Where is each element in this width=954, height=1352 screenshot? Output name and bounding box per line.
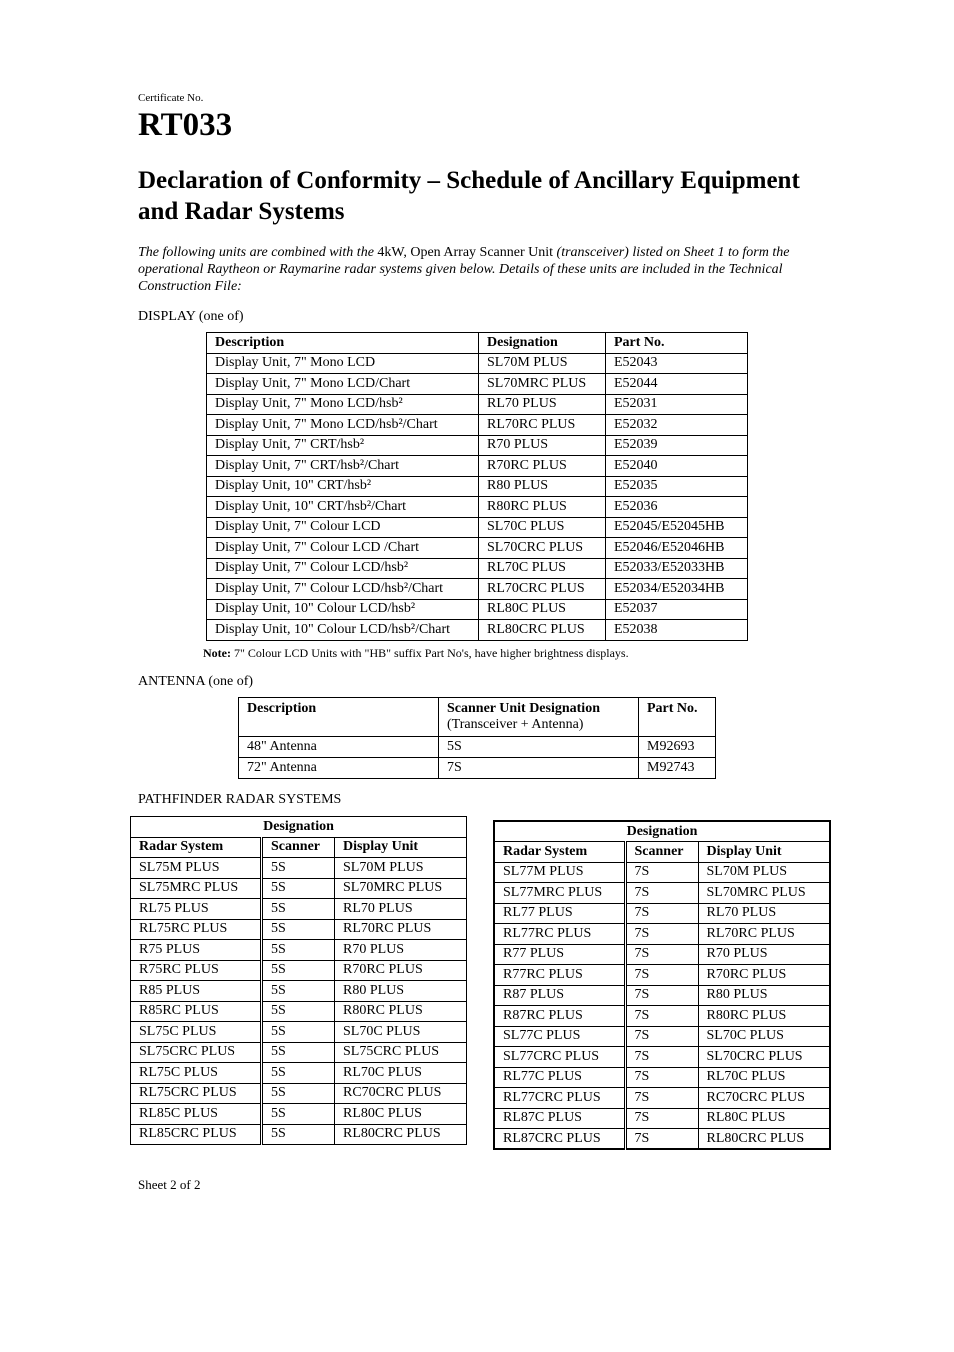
scanner-cell: 7S [625, 1026, 698, 1047]
radar-system-cell: R85 PLUS [131, 981, 262, 1002]
display-table-row [207, 579, 748, 600]
scanner-cell: 5S [262, 1001, 335, 1022]
antenna-col-description: Description [239, 698, 439, 737]
antenna-designation-cell: 5S [439, 737, 639, 758]
display-unit-cell: R70 PLUS [698, 944, 830, 965]
display-description-cell: Display Unit, 7" CRT/hsb²/Chart [207, 456, 479, 477]
radar-system-cell: RL87CRC PLUS [494, 1129, 625, 1150]
display-note-label: Note: [203, 646, 231, 660]
scanner-cell: 7S [625, 883, 698, 904]
radar-system-cell: RL77RC PLUS [494, 924, 625, 945]
display-unit-cell: R70RC PLUS [698, 965, 830, 986]
display-unit-cell: R70 PLUS [335, 940, 467, 961]
antenna-part-no-cell: M92743 [639, 758, 716, 779]
pathfinder-5s-group-header: Designation [131, 817, 467, 838]
display-part-no-cell: E52031 [606, 394, 748, 415]
display-table-row [207, 497, 748, 518]
display-part-no-cell: E52038 [606, 620, 748, 641]
scanner-cell: 7S [625, 1047, 698, 1068]
display-designation-cell: RL70CRC PLUS [479, 579, 606, 600]
radar-system-cell: RL75C PLUS [131, 1063, 262, 1084]
antenna-col-designation-title: Scanner Unit Designation [447, 701, 600, 716]
display-designation-cell: RL80CRC PLUS [479, 620, 606, 641]
scanner-cell: 7S [625, 903, 698, 924]
intro-part-1: The following units are combined with the [138, 245, 374, 260]
radar-system-cell: SL75MRC PLUS [131, 878, 262, 899]
antenna-table [238, 697, 716, 779]
pathfinder-7s-header-row [494, 842, 830, 863]
scanner-cell: 5S [262, 1104, 335, 1125]
pathfinder-7s-row [494, 985, 830, 1006]
pathfinder-5s-row [131, 1124, 467, 1145]
radar-system-cell: RL77 PLUS [494, 903, 625, 924]
certificate-label: Certificate No. [138, 92, 204, 104]
radar-system-cell: RL77CRC PLUS [494, 1088, 625, 1109]
radar-system-cell: R75RC PLUS [131, 960, 262, 981]
display-unit-cell: SL70CRC PLUS [698, 1047, 830, 1068]
sheet-number: Sheet 2 of 2 [138, 1177, 201, 1192]
radar-system-cell: RL85C PLUS [131, 1104, 262, 1125]
scanner-cell: 7S [625, 1006, 698, 1027]
radar-system-cell: SL77C PLUS [494, 1026, 625, 1047]
display-unit-cell: RL80C PLUS [698, 1108, 830, 1129]
scanner-cell: 5S [262, 1042, 335, 1063]
pathfinder-7s-table [493, 820, 831, 1150]
display-designation-cell: SL70CRC PLUS [479, 538, 606, 559]
pathfinder-7s-row [494, 1026, 830, 1047]
pathfinder-5s-row [131, 899, 467, 920]
pathfinder-7s-row [494, 1067, 830, 1088]
antenna-section-heading: ANTENNA (one of) [138, 674, 254, 689]
radar-system-cell: SL75C PLUS [131, 1022, 262, 1043]
antenna-col-part-no: Part No. [639, 698, 716, 737]
display-table-row [207, 353, 748, 374]
display-unit-cell: RL80CRC PLUS [698, 1129, 830, 1150]
pathfinder-5s-row [131, 1083, 467, 1104]
display-unit-cell: SL70C PLUS [698, 1026, 830, 1047]
pathfinder-7s-row [494, 924, 830, 945]
display-designation-cell: SL70MRC PLUS [479, 374, 606, 395]
pathfinder-5s-row [131, 940, 467, 961]
display-table-row [207, 476, 748, 497]
radar-system-cell: R77RC PLUS [494, 965, 625, 986]
display-description-cell: Display Unit, 7" Colour LCD /Chart [207, 538, 479, 559]
display-table-row [207, 620, 748, 641]
radar-system-cell: RL87C PLUS [494, 1108, 625, 1129]
display-part-no-cell: E52034/E52034HB [606, 579, 748, 600]
display-part-no-cell: E52032 [606, 415, 748, 436]
display-description-cell: Display Unit, 7" Mono LCD [207, 353, 479, 374]
display-description-cell: Display Unit, 7" Mono LCD/hsb²/Chart [207, 415, 479, 436]
display-unit-cell: SL70MRC PLUS [335, 878, 467, 899]
pathfinder-5s-row [131, 1063, 467, 1084]
display-table-row [207, 538, 748, 559]
pathfinder-section-heading: PATHFINDER RADAR SYSTEMS [138, 792, 342, 807]
scanner-cell: 7S [625, 944, 698, 965]
display-section-heading: DISPLAY (one of) [138, 309, 244, 324]
display-unit-cell: RC70CRC PLUS [335, 1083, 467, 1104]
pathfinder-7s-row [494, 1129, 830, 1150]
pathfinder-5s-row [131, 1001, 467, 1022]
display-part-no-cell: E52037 [606, 599, 748, 620]
display-table [206, 332, 748, 641]
pathfinder-7s-row [494, 944, 830, 965]
display-description-cell: Display Unit, 7" CRT/hsb² [207, 435, 479, 456]
scanner-cell: 5S [262, 878, 335, 899]
display-description-cell: Display Unit, 10" Colour LCD/hsb² [207, 599, 479, 620]
scanner-cell: 5S [262, 1063, 335, 1084]
display-part-no-cell: E52046/E52046HB [606, 538, 748, 559]
scanner-cell: 7S [625, 985, 698, 1006]
scanner-cell: 7S [625, 1067, 698, 1088]
pathfinder-5s-table [130, 816, 467, 1145]
pathfinder-5s-row [131, 981, 467, 1002]
display-description-cell: Display Unit, 7" Mono LCD/Chart [207, 374, 479, 395]
radar-system-cell: SL77M PLUS [494, 862, 625, 883]
display-unit-cell: RL70RC PLUS [335, 919, 467, 940]
display-part-no-cell: E52036 [606, 497, 748, 518]
scanner-cell: 7S [625, 1129, 698, 1150]
display-unit-cell: RL70 PLUS [335, 899, 467, 920]
scanner-cell: 5S [262, 1083, 335, 1104]
scanner-cell: 7S [625, 1088, 698, 1109]
display-unit-cell: RL70 PLUS [698, 903, 830, 924]
display-unit-cell: RL70C PLUS [698, 1067, 830, 1088]
display-part-no-cell: E52035 [606, 476, 748, 497]
display-designation-cell: R70 PLUS [479, 435, 606, 456]
display-table-row [207, 517, 748, 538]
antenna-col-designation-subtitle: (Transceiver + Antenna) [447, 717, 584, 732]
pathfinder-7s-row [494, 862, 830, 883]
display-unit-cell: SL75CRC PLUS [335, 1042, 467, 1063]
display-unit-cell: R80RC PLUS [335, 1001, 467, 1022]
scanner-cell: 5S [262, 940, 335, 961]
display-unit-cell: R70RC PLUS [335, 960, 467, 981]
antenna-description-cell: 48" Antenna [239, 737, 439, 758]
display-part-no-cell: E52040 [606, 456, 748, 477]
display-unit-cell: R80 PLUS [698, 985, 830, 1006]
pathfinder-5s-row [131, 1104, 467, 1125]
antenna-table-row [239, 737, 716, 758]
display-col-part-no: Part No. [606, 333, 748, 354]
pathfinder-5s-row [131, 858, 467, 879]
display-table-row [207, 435, 748, 456]
intro-part-3: (transceiver) listed on Sheet 1 to form the operational Raytheon or Raymarine radar systems given below. Details of these units are included in the Technical Construction File: [138, 245, 790, 294]
antenna-description-cell: 72" Antenna [239, 758, 439, 779]
pathfinder-7s-row [494, 1088, 830, 1109]
radar-system-cell: SL75CRC PLUS [131, 1042, 262, 1063]
display-table-row [207, 456, 748, 477]
radar-system-cell: SL75M PLUS [131, 858, 262, 879]
display-note-text: 7" Colour LCD Units with "HB" suffix Part No's, have higher brightness displays. [230, 646, 629, 660]
document-title: Declaration of Conformity – Schedule of Ancillary Equipment and Radar Systems [138, 167, 800, 225]
display-designation-cell: R80 PLUS [479, 476, 606, 497]
scanner-cell: 5S [262, 1124, 335, 1145]
display-designation-cell: R80RC PLUS [479, 497, 606, 518]
display-designation-cell: RL70RC PLUS [479, 415, 606, 436]
display-part-no-cell: E52039 [606, 435, 748, 456]
display-col-designation: Designation [479, 333, 606, 354]
pathfinder-5s-col-display-unit: Display Unit [335, 837, 467, 858]
scanner-cell: 5S [262, 960, 335, 981]
scanner-cell: 7S [625, 924, 698, 945]
display-designation-cell: SL70M PLUS [479, 353, 606, 374]
pathfinder-7s-row [494, 965, 830, 986]
pathfinder-7s-col-display-unit: Display Unit [698, 842, 830, 863]
antenna-col-designation [439, 698, 639, 737]
radar-system-cell: RL75 PLUS [131, 899, 262, 920]
display-description-cell: Display Unit, 10" Colour LCD/hsb²/Chart [207, 620, 479, 641]
display-designation-cell: RL80C PLUS [479, 599, 606, 620]
intro-part-2: 4kW, Open Array Scanner Unit [373, 245, 557, 260]
radar-system-cell: SL77MRC PLUS [494, 883, 625, 904]
display-unit-cell: RC70CRC PLUS [698, 1088, 830, 1109]
display-unit-cell: R80RC PLUS [698, 1006, 830, 1027]
scanner-cell: 7S [625, 862, 698, 883]
radar-system-cell: RL85CRC PLUS [131, 1124, 262, 1145]
pathfinder-7s-row [494, 1108, 830, 1129]
display-table-row [207, 558, 748, 579]
display-unit-cell: SL70MRC PLUS [698, 883, 830, 904]
pathfinder-7s-col-scanner: Scanner [625, 842, 698, 863]
radar-system-cell: SL77CRC PLUS [494, 1047, 625, 1068]
pathfinder-5s-col-scanner: Scanner [262, 837, 335, 858]
display-col-description: Description [207, 333, 479, 354]
display-unit-cell: RL80CRC PLUS [335, 1124, 467, 1145]
display-designation-cell: RL70 PLUS [479, 394, 606, 415]
pathfinder-7s-row [494, 903, 830, 924]
display-designation-cell: SL70C PLUS [479, 517, 606, 538]
display-unit-cell: RL70C PLUS [335, 1063, 467, 1084]
pathfinder-5s-row [131, 919, 467, 940]
display-table-header-row [207, 333, 748, 354]
intro-paragraph [138, 244, 818, 295]
radar-system-cell: RL77C PLUS [494, 1067, 625, 1088]
pathfinder-5s-row [131, 1022, 467, 1043]
radar-system-cell: R87RC PLUS [494, 1006, 625, 1027]
pathfinder-7s-group-header: Designation [494, 821, 830, 842]
display-part-no-cell: E52033/E52033HB [606, 558, 748, 579]
antenna-table-header-row [239, 698, 716, 737]
radar-system-cell: R87 PLUS [494, 985, 625, 1006]
pathfinder-5s-group-row [131, 817, 467, 838]
pathfinder-5s-row [131, 878, 467, 899]
display-part-no-cell: E52043 [606, 353, 748, 374]
scanner-cell: 5S [262, 1022, 335, 1043]
antenna-table-row [239, 758, 716, 779]
certificate-number: RT033 [138, 107, 233, 143]
scanner-cell: 7S [625, 965, 698, 986]
pathfinder-5s-row [131, 960, 467, 981]
pathfinder-5s-header-row [131, 837, 467, 858]
antenna-designation-cell: 7S [439, 758, 639, 779]
pathfinder-7s-row [494, 1047, 830, 1068]
display-table-row [207, 394, 748, 415]
scanner-cell: 5S [262, 981, 335, 1002]
radar-system-cell: RL75CRC PLUS [131, 1083, 262, 1104]
display-note [203, 646, 629, 661]
display-table-row [207, 415, 748, 436]
antenna-part-no-cell: M92693 [639, 737, 716, 758]
display-unit-cell: RL80C PLUS [335, 1104, 467, 1125]
pathfinder-5s-row [131, 1042, 467, 1063]
display-description-cell: Display Unit, 7" Colour LCD/hsb²/Chart [207, 579, 479, 600]
display-description-cell: Display Unit, 10" CRT/hsb²/Chart [207, 497, 479, 518]
scanner-cell: 5S [262, 858, 335, 879]
pathfinder-5s-col-radar-system: Radar System [131, 837, 262, 858]
display-table-row [207, 374, 748, 395]
radar-system-cell: R75 PLUS [131, 940, 262, 961]
display-description-cell: Display Unit, 7" Colour LCD/hsb² [207, 558, 479, 579]
pathfinder-7s-row [494, 1006, 830, 1027]
display-description-cell: Display Unit, 7" Colour LCD [207, 517, 479, 538]
scanner-cell: 5S [262, 899, 335, 920]
display-unit-cell: RL70RC PLUS [698, 924, 830, 945]
display-unit-cell: SL70M PLUS [698, 862, 830, 883]
scanner-cell: 5S [262, 919, 335, 940]
display-unit-cell: SL70M PLUS [335, 858, 467, 879]
display-unit-cell: SL70C PLUS [335, 1022, 467, 1043]
display-designation-cell: RL70C PLUS [479, 558, 606, 579]
pathfinder-7s-row [494, 883, 830, 904]
display-table-row [207, 599, 748, 620]
display-unit-cell: R80 PLUS [335, 981, 467, 1002]
pathfinder-7s-col-radar-system: Radar System [494, 842, 625, 863]
display-description-cell: Display Unit, 7" Mono LCD/hsb² [207, 394, 479, 415]
pathfinder-7s-group-row [494, 821, 830, 842]
radar-system-cell: RL75RC PLUS [131, 919, 262, 940]
display-description-cell: Display Unit, 10" CRT/hsb² [207, 476, 479, 497]
radar-system-cell: R85RC PLUS [131, 1001, 262, 1022]
display-part-no-cell: E52044 [606, 374, 748, 395]
scanner-cell: 7S [625, 1108, 698, 1129]
display-part-no-cell: E52045/E52045HB [606, 517, 748, 538]
display-designation-cell: R70RC PLUS [479, 456, 606, 477]
radar-system-cell: R77 PLUS [494, 944, 625, 965]
